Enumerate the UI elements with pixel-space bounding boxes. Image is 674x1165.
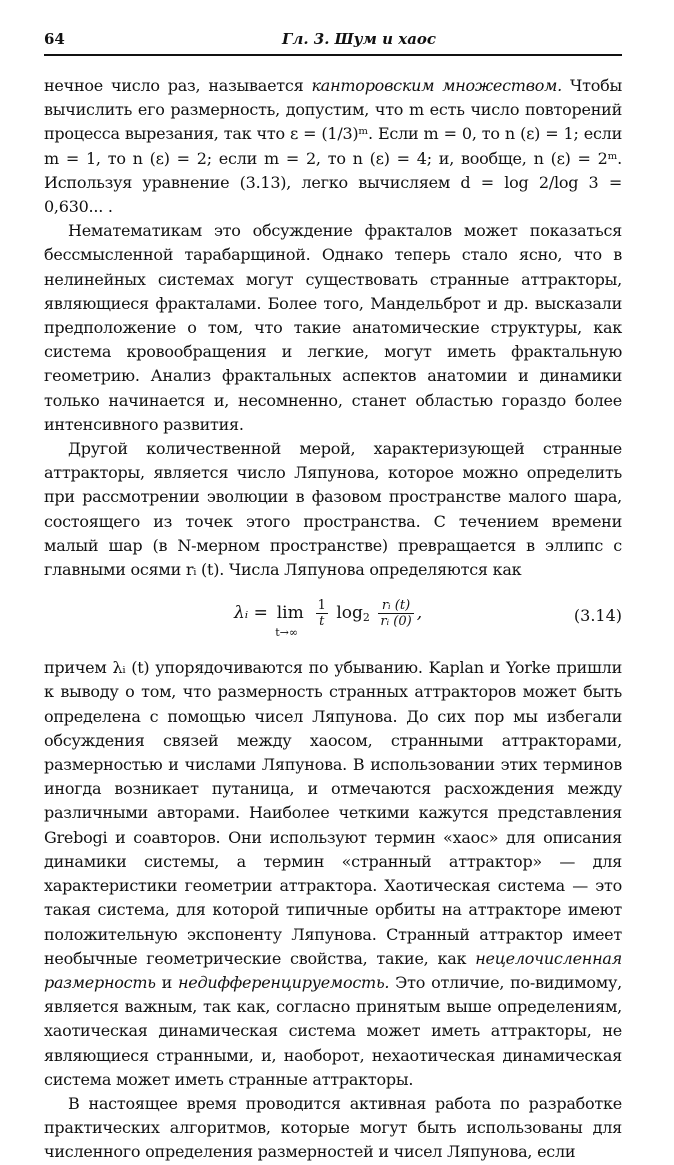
paragraph-text: нечное число раз, называется bbox=[44, 76, 312, 95]
equation-number: (3.14) bbox=[573, 606, 622, 626]
paragraph-fractals: Нематематикам это обсуждение фракталов может показаться бессмысленной тарабарщиной. Однако теперь стало ясно, что в нелинейных системах могут существовать странные аттракторы, являющиеся фракталами. Более того, Мандельброт и др. высказали предположение о том, что такие анатомические структуры, как система кровообращения и легкие, могут иметь фрактальную геометрию. Анализ фрактальных аспектов анатомии и динамики только начинается и, несомненно, станет областью гораздо более интенсивного развития. bbox=[44, 221, 622, 434]
formula-lim-sub: t→∞ bbox=[275, 626, 299, 640]
formula-lhs: λᵢ = bbox=[234, 603, 268, 624]
header-rule bbox=[44, 54, 622, 56]
page-header bbox=[44, 30, 622, 52]
formula-log: log bbox=[336, 603, 363, 624]
paragraph-cantor-dimension bbox=[44, 74, 622, 219]
fraction-axis-ratio bbox=[378, 598, 413, 629]
book-page bbox=[44, 30, 623, 1162]
paragraph-text: Чтобы вычислить его размерность, допустим, что m есть число повторений процесса вырезания, так что ε = (1/3)ᵐ. Если m = 0, то n (ε) = 1; если m = 1, то n (ε) = 2; если m = 2, то n (ε) = 4; и, вообще, n (ε) = 2ᵐ. Используя уравнение (3.13), легко вычисляем d = log 2/log 3 = 0,630... . bbox=[44, 76, 623, 217]
paragraph-text: и bbox=[155, 972, 178, 992]
paragraph-text: Это отличие, по-видимому, является важным, так как, согласно принятым выше определениям, хаотическая динамическая система может иметь аттракторы, не являющиеся странными, и, наоборот, нехаотическая динамическая система может иметь странные аттракторы. bbox=[44, 972, 622, 1089]
emphasis-term: нецелочисленная размерность bbox=[44, 948, 622, 992]
fraction-numerator: rᵢ (t) bbox=[378, 598, 413, 614]
paragraph-lyapunov-intro: Другой количественной мерой, характеризующей странные аттракторы, является число Ляпунова, которое можно определить при рассмотрении эволюции в фазовом пространстве малого шара, состоящего из точек этого пространства. С течением времени малый шар (в N-мерном пространстве) превращается в эллипс с главными осями rᵢ (t). Числа Ляпунова определяются как bbox=[44, 439, 622, 580]
paragraph-chaos-definitions bbox=[44, 656, 622, 1092]
page-number: 64 bbox=[44, 30, 65, 48]
paragraph-algorithms: В настоящее время проводится активная работа по разработке практических алгоритмов, которые могут быть использованы для численного определения размерностей и чисел Ляпунова, если bbox=[44, 1093, 622, 1162]
fraction-denominator: t bbox=[319, 614, 325, 630]
body-text bbox=[44, 74, 622, 1165]
fraction-numerator: 1 bbox=[317, 598, 326, 614]
emphasis-term: канторовским множеством. bbox=[311, 76, 563, 95]
emphasis-term: недифференцируемость. bbox=[178, 972, 390, 992]
formula-lim: lim bbox=[276, 603, 304, 624]
equation-3-14 bbox=[44, 584, 622, 652]
fraction-one-over-t bbox=[316, 598, 328, 629]
running-title: Гл. 3. Шум и хаос bbox=[282, 30, 437, 48]
paragraph-text: причем λᵢ (t) упорядочиваются по убыванию. Kaplan и Yorke пришли к выводу о том, что размерность странных аттракторов может быть определена с помощью чисел Ляпунова. До сих пор мы избегали обсуждения связей между хаосом, странными аттракторами, размерностью и числами Ляпунова. В использовании этих терминов иногда возникает путаница, и отмечаются расхождения между различными авторами. Наиболее четкими кажутся представления Grebogi и соавторов. Они используют термин «хаос» для описания динамики системы, а термин «странный аттрактор» — для характеристики геометрии аттрактора. Хаотическая система — это такая система, для которой типичные орбиты на аттракторе имеют положительную экспоненту Ляпунова. Странный аттрактор имеет необычные геометрические свойства, такие, как bbox=[44, 658, 622, 968]
formula-limit bbox=[273, 601, 307, 640]
formula-log-base: 2 bbox=[362, 611, 370, 625]
formula-trailing: , bbox=[416, 603, 423, 624]
formula bbox=[234, 598, 423, 640]
fraction-denominator: rᵢ (0) bbox=[380, 614, 412, 630]
